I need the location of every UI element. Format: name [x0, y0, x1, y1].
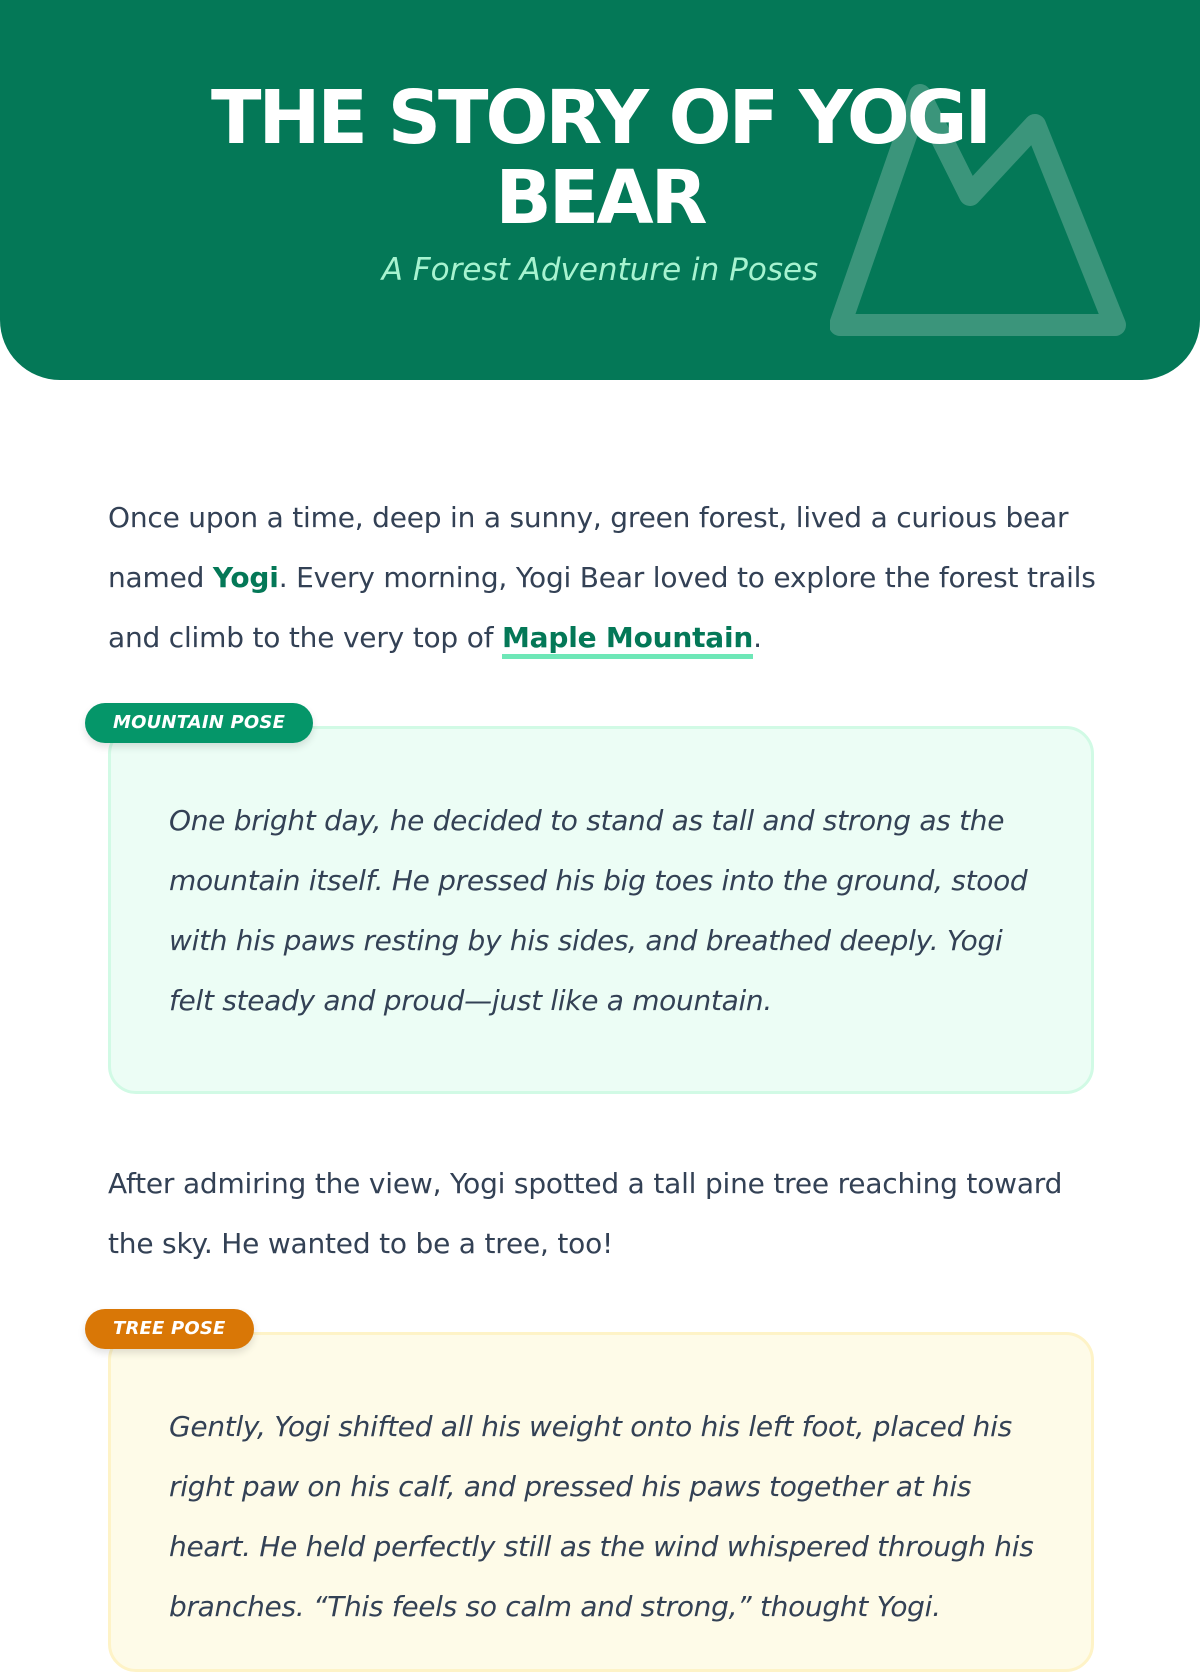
page-subtitle: A Forest Adventure in Poses: [381, 252, 819, 288]
transition-paragraph: After admiring the view, Yogi spotted a tall pine tree reaching toward the sky. He wanted to be a tree, too!: [108, 1167, 1063, 1260]
place-name: Maple Mountain: [502, 621, 753, 659]
page-title: THE STORY OF YOGI BEAR: [210, 75, 990, 241]
bear-name: Yogi: [212, 561, 279, 594]
mountain-pose-tag: MOUNTAIN POSE: [85, 703, 313, 743]
intro-text-3: .: [753, 621, 762, 654]
intro-text-1: Once upon a time, deep in a sunny, green forest, lived a curious bear named: [108, 501, 1069, 594]
story-content: [108, 488, 1108, 1672]
mountain-pose-card: [108, 712, 1094, 1094]
tree-pose-card: [108, 1318, 1094, 1672]
page-header: [0, 0, 1200, 380]
mountain-pose-text: One bright day, he decided to stand as tall and strong as the mountain itself. He pressed his big toes into the ground, stood with his paws resting by his sides, and breathed deeply. Yogi felt steady and proud—just like a mountain.: [169, 804, 1028, 1017]
tree-pose-text: Gently, Yogi shifted all his weight onto his left foot, placed his right paw on his calf, and pressed his paws together at his heart. He held perfectly still as the wind whispered through his branches. “This feels so calm and strong,” thought Yogi.: [169, 1410, 1034, 1623]
tree-pose-tag: TREE POSE: [85, 1309, 254, 1349]
intro-paragraph: [108, 488, 1108, 668]
intro-text-2: . Every morning, Yogi Bear loved to explore the forest trails and climb to the very top of: [108, 561, 1096, 654]
